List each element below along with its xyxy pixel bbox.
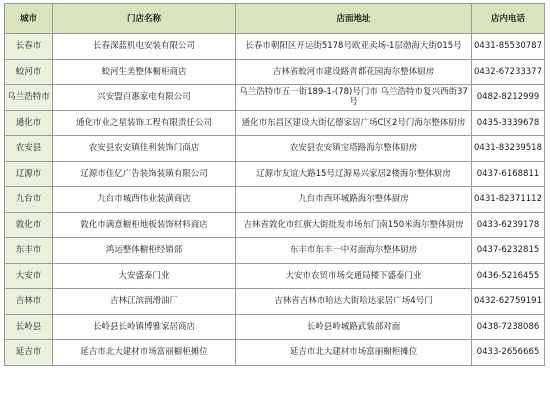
cell-phone: 0437-6232815	[472, 238, 545, 264]
cell-city: 九台市	[5, 187, 53, 213]
cell-store-name: 兴安盟百惠家电有限公司	[53, 85, 236, 111]
header-city: 城市	[5, 4, 53, 34]
cell-city: 大安市	[5, 263, 53, 289]
cell-city: 长春市	[5, 34, 53, 60]
table-header-row	[5, 4, 545, 34]
table-row	[5, 340, 545, 366]
cell-address: 长春市朝阳区开运街5178号欧亚卖场-1层渤海大街015号	[236, 34, 472, 60]
store-directory	[4, 3, 544, 366]
cell-address: 延吉市北大建材市场富丽橱柜摊位	[236, 340, 472, 366]
cell-address: 乌兰浩特市五一街189-1-(78)号门市 乌兰浩特市复兴西街37号	[236, 85, 472, 111]
cell-store-name: 农安县农安镇佳利装饰门商店	[53, 136, 236, 162]
cell-phone: 0438-7238086	[472, 314, 545, 340]
cell-city: 辽源市	[5, 161, 53, 187]
cell-store-name: 长春深蓝机电安装有限公司	[53, 34, 236, 60]
cell-address: 长岭县岭城路武装部对面	[236, 314, 472, 340]
cell-city: 蛟河市	[5, 59, 53, 85]
table-row	[5, 59, 545, 85]
table-row	[5, 263, 545, 289]
cell-city: 吉林市	[5, 289, 53, 315]
cell-store-name: 蛟河生美整体橱柜商店	[53, 59, 236, 85]
cell-address: 吉林省敦化市红旗大街批发市场东门南150米海尔整体厨房	[236, 212, 472, 238]
cell-address: 通化市东昌区建设大街亿德家居广场C区2号门海尔整体厨房	[236, 110, 472, 136]
cell-city: 通化市	[5, 110, 53, 136]
cell-phone: 0482-8212999	[472, 85, 545, 111]
cell-phone: 0431-82371112	[472, 187, 545, 213]
cell-address: 东丰市东丰一中对面海尔整体厨房	[236, 238, 472, 264]
cell-store-name: 九台市城西伟业装潢商店	[53, 187, 236, 213]
store-table	[4, 3, 545, 366]
table-row	[5, 161, 545, 187]
table-row	[5, 314, 545, 340]
table-row	[5, 187, 545, 213]
header-store-name: 门店名称	[53, 4, 236, 34]
cell-city: 农安县	[5, 136, 53, 162]
cell-store-name: 延吉市北大建材市场富丽橱柜摊位	[53, 340, 236, 366]
cell-phone: 0437-6168811	[472, 161, 545, 187]
cell-store-name: 吉林江滨润滑油厂	[53, 289, 236, 315]
cell-phone: 0433-2656665	[472, 340, 545, 366]
cell-city: 延吉市	[5, 340, 53, 366]
table-row	[5, 34, 545, 60]
cell-store-name: 长岭县长岭镇博雅家居商店	[53, 314, 236, 340]
cell-phone: 0431-83239518	[472, 136, 545, 162]
cell-address: 农安县农安镇宝塔路海尔整体厨房	[236, 136, 472, 162]
cell-store-name: 敦化市满意橱柜地板装饰材料商店	[53, 212, 236, 238]
table-row	[5, 85, 545, 111]
cell-store-name: 大安盛泰门业	[53, 263, 236, 289]
cell-city: 敦化市	[5, 212, 53, 238]
cell-phone: 0435-3339678	[472, 110, 545, 136]
cell-city: 东丰市	[5, 238, 53, 264]
cell-phone: 0432-62759191	[472, 289, 545, 315]
table-row	[5, 238, 545, 264]
cell-address: 九台市西环城路海尔整体厨房	[236, 187, 472, 213]
cell-address: 吉林省蛟河市建设路青都花园海尔整体厨房	[236, 59, 472, 85]
table-row	[5, 212, 545, 238]
cell-city: 长岭县	[5, 314, 53, 340]
cell-address: 大安市农贸市场交通局楼下盛泰门业	[236, 263, 472, 289]
table-row	[5, 289, 545, 315]
table-row	[5, 110, 545, 136]
table-row	[5, 136, 545, 162]
cell-phone: 0432-67233377	[472, 59, 545, 85]
cell-store-name: 辽源市佳亿广告装饰装璜有限公司	[53, 161, 236, 187]
cell-store-name: 鸿运整体橱柜经销部	[53, 238, 236, 264]
cell-address: 吉林省吉林市哈达大街哈达家居广场4号门	[236, 289, 472, 315]
cell-store-name: 通化市业之星装饰工程有限责任公司	[53, 110, 236, 136]
cell-address: 辽源市友谊大路15号辽源易兴家居2楼海尔整体厨房	[236, 161, 472, 187]
header-phone: 店内电话	[472, 4, 545, 34]
cell-city: 乌兰浩特市	[5, 85, 53, 111]
cell-phone: 0433-6239178	[472, 212, 545, 238]
cell-phone: 0436-5216455	[472, 263, 545, 289]
cell-phone: 0431-85530787	[472, 34, 545, 60]
header-address: 店面地址	[236, 4, 472, 34]
